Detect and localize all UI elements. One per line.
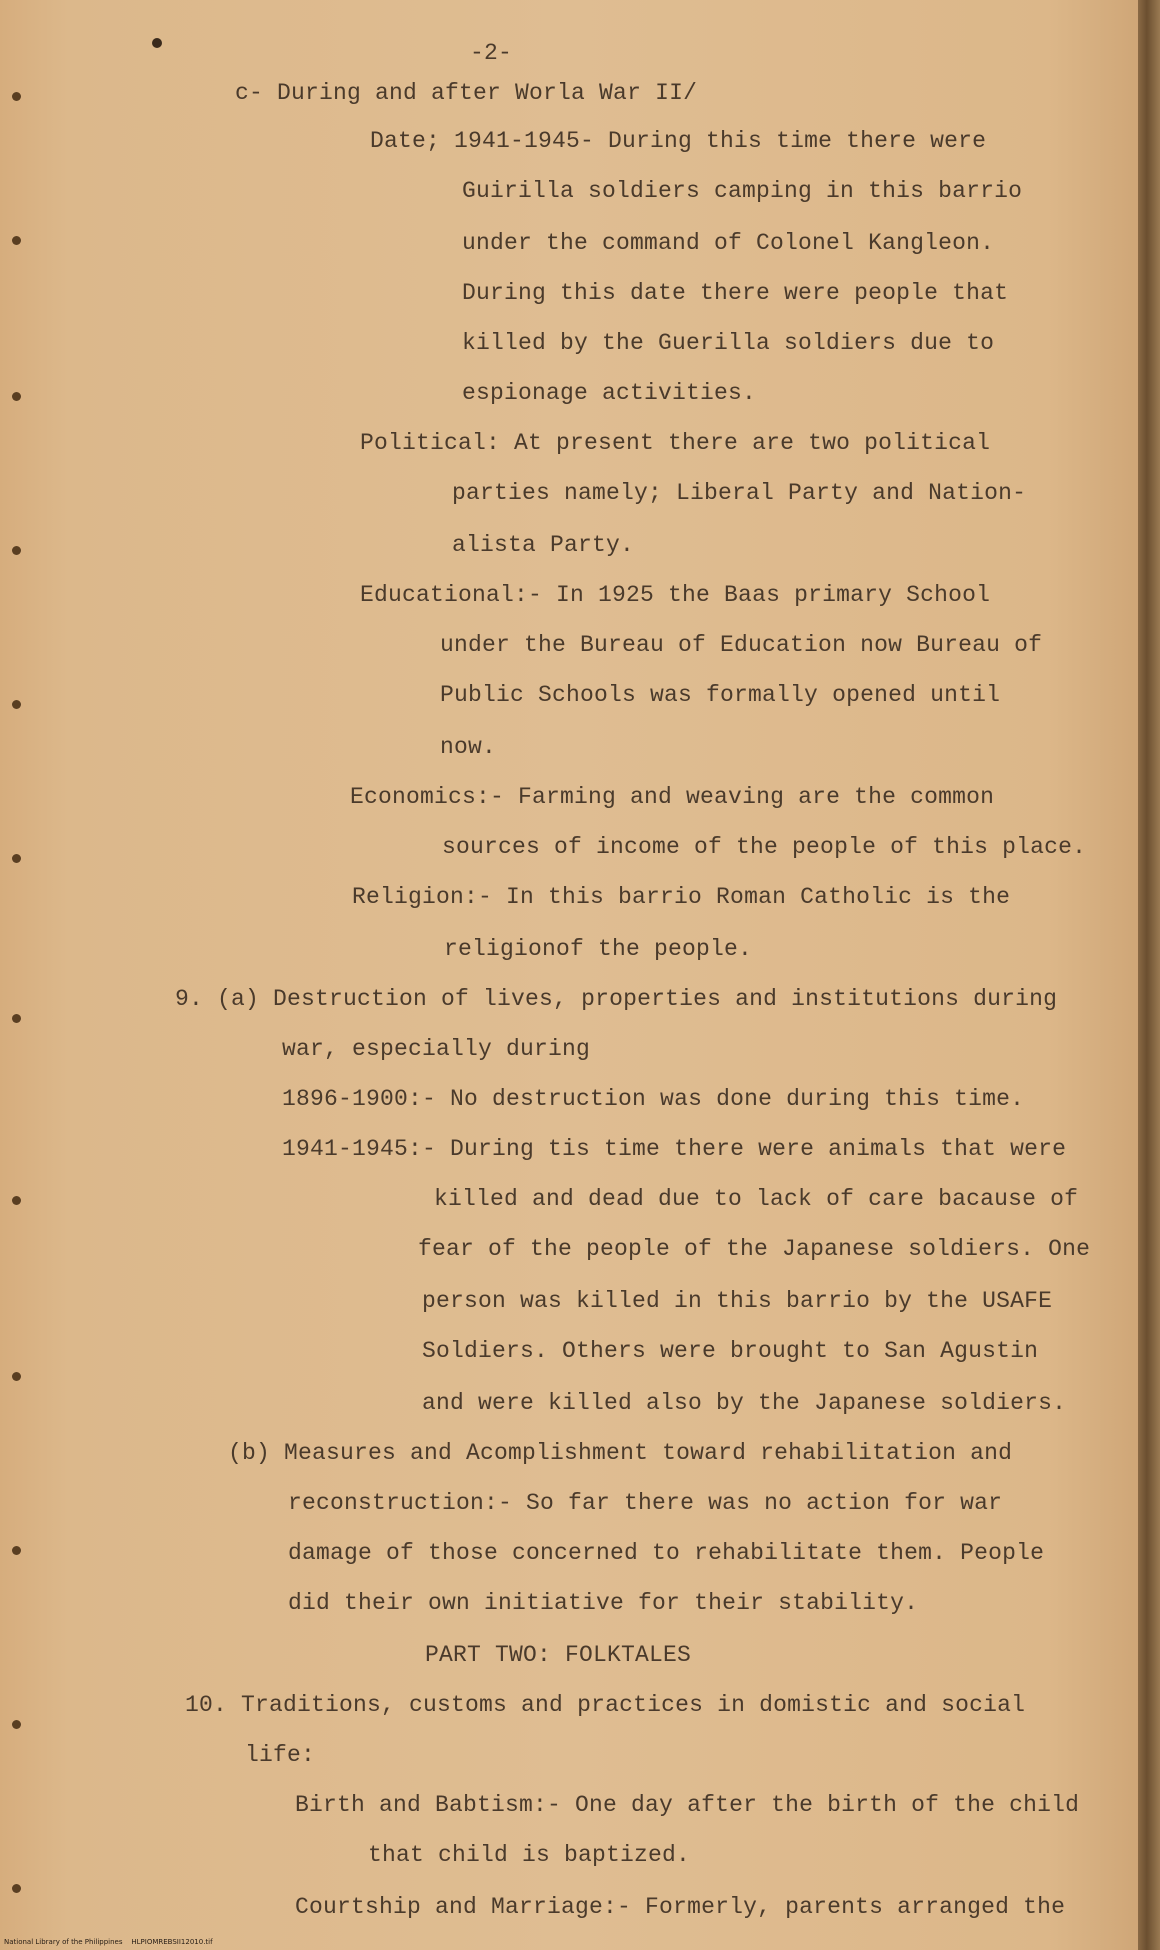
text-line: sources of income of the people of this place.: [442, 834, 1087, 860]
text-line: Birth and Babtism:- One day after the birth of the child: [295, 1792, 1080, 1818]
binding-hole: [12, 1720, 21, 1729]
text-line: alista Party.: [452, 532, 635, 558]
text-line: parties namely; Liberal Party and Nation-: [452, 480, 1027, 506]
binding-hole: [12, 1884, 21, 1893]
binding-edge: [1138, 0, 1160, 1950]
archive-footer: National Library of the Philippines HLPIOMREBSII12010.tif: [4, 1938, 213, 1946]
text-line: Political: At present there are two political: [360, 430, 991, 456]
binding-hole: [12, 92, 21, 101]
text-line: Courtship and Marriage:- Formerly, parents arranged the: [295, 1894, 1066, 1920]
binding-hole: [12, 392, 21, 401]
binding-hole: [12, 700, 21, 709]
text-line: Date; 1941-1945- During this time there were: [370, 128, 987, 154]
text-line: 10. Traditions, customs and practices in domistic and social: [185, 1692, 1026, 1718]
text-line: killed and dead due to lack of care bacause of: [434, 1186, 1079, 1212]
text-line: person was killed in this barrio by the USAFE: [422, 1288, 1053, 1314]
text-line: now.: [440, 734, 497, 760]
text-line: damage of those concerned to rehabilitate them. People: [288, 1540, 1045, 1566]
text-line: espionage activities.: [462, 380, 757, 406]
text-line: under the command of Colonel Kangleon.: [462, 230, 995, 256]
text-line: Economics:- Farming and weaving are the common: [350, 784, 995, 810]
text-line: (b) Measures and Acomplishment toward rehabilitation and: [228, 1440, 1013, 1466]
text-line: did their own initiative for their stability.: [288, 1590, 919, 1616]
text-line: 1941-1945:- During tis time there were animals that were: [282, 1136, 1067, 1162]
text-line: Guirilla soldiers camping in this barrio: [462, 178, 1023, 204]
binding-hole: [12, 1546, 21, 1555]
text-line: Public Schools was formally opened until: [440, 682, 1001, 708]
text-line: reconstruction:- So far there was no action for war: [288, 1490, 1003, 1516]
binding-hole: [12, 1014, 21, 1023]
text-line: 1896-1900:- No destruction was done during this time.: [282, 1086, 1025, 1112]
binding-hole: [12, 546, 21, 555]
binding-hole: [12, 1372, 21, 1381]
text-line: life:: [245, 1742, 316, 1768]
text-line: During this date there were people that: [462, 280, 1009, 306]
text-line: and were killed also by the Japanese soldiers.: [422, 1390, 1067, 1416]
page-number: -2-: [470, 40, 513, 66]
section-heading: PART TWO: FOLKTALES: [425, 1642, 692, 1668]
text-line: religionof the people.: [444, 936, 753, 962]
text-line: Religion:- In this barrio Roman Catholic is the: [352, 884, 1011, 910]
binding-hole: [12, 1196, 21, 1205]
binding-hole: [12, 236, 21, 245]
text-line: Educational:- In 1925 the Baas primary School: [360, 582, 991, 608]
text-line: under the Bureau of Education now Bureau of: [440, 632, 1043, 658]
text-line: killed by the Guerilla soldiers due to: [462, 330, 995, 356]
text-line: 9. (a) Destruction of lives, properties and institutions during: [175, 986, 1058, 1012]
binding-hole: [12, 854, 21, 863]
text-line: Soldiers. Others were brought to San Agustin: [422, 1338, 1039, 1364]
ink-dot: [152, 38, 162, 48]
text-line: c- During and after Worla War II/: [235, 80, 698, 106]
text-line: fear of the people of the Japanese soldiers. One: [418, 1236, 1091, 1262]
text-line: war, especially during: [282, 1036, 591, 1062]
text-line: that child is baptized.: [368, 1842, 691, 1868]
